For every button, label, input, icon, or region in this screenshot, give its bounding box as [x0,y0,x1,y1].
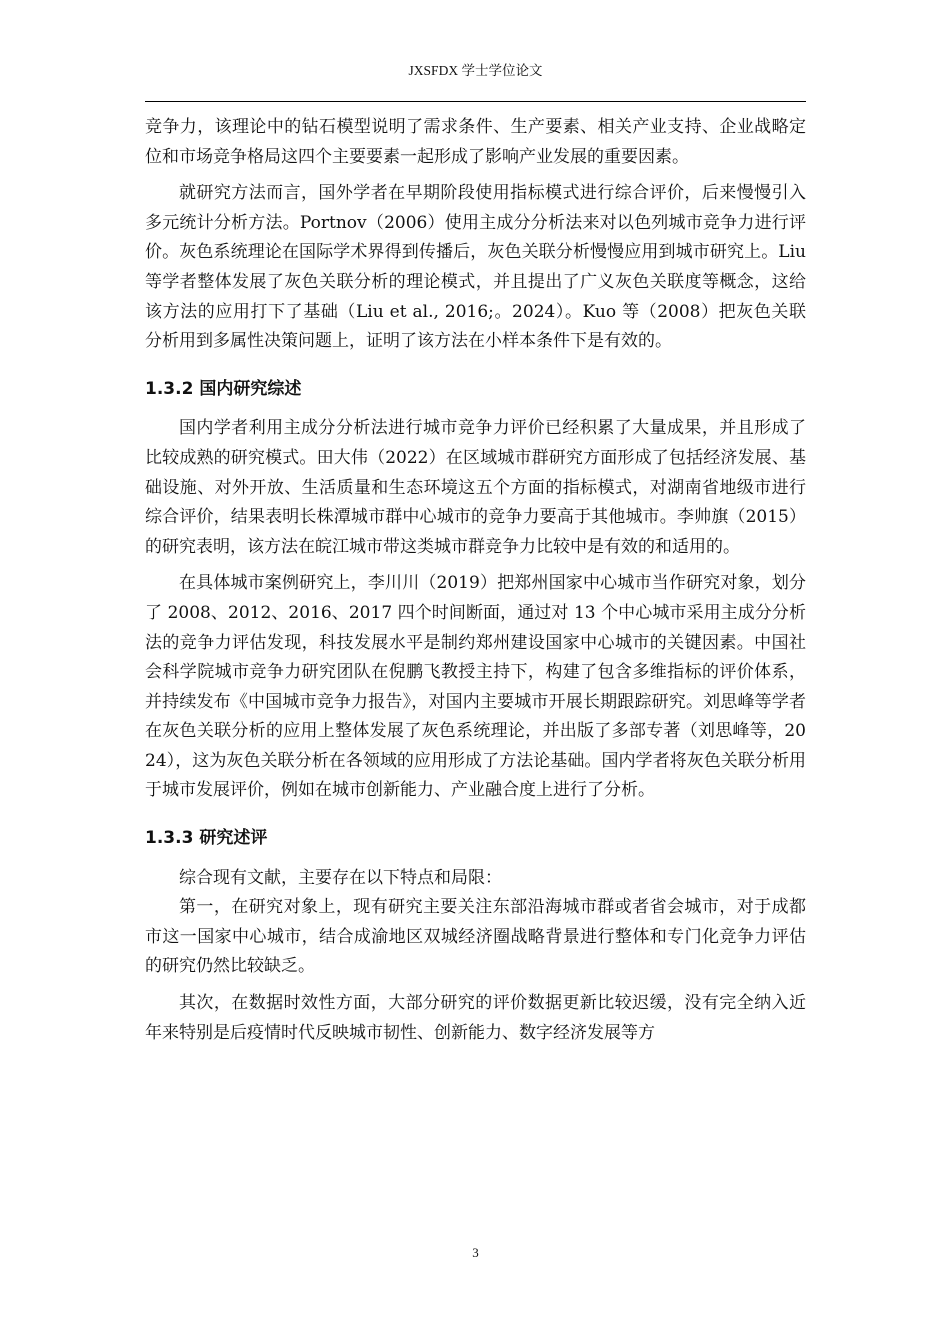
paragraph-review-second: 其次，在数据时效性方面，大部分研究的评价数据更新比较迟缓，没有完全纳入近年来特别是后疫情时代反映城市韧性、创新能力、数字经济发展等方 [145,993,806,1043]
page-body [145,113,806,1048]
paragraph-domestic-pca: 国内学者利用主成分分析法进行城市竞争力评价已经积累了大量成果，并且形成了比较成熟的研究模式。田大伟（2022）在区域城市群研究方面形成了包括经济发展、基础设施、对外开放、生活质量和生态环境这五个方面的指标模式，对湖南省地级市进行综合评价，结果表明长株潭城市群中心城市的竞争力要高于其他城市。李帅旗（2015）的研究表明，该方法在皖江城市带这类城市群竞争力比较中是有效的和适用的。 [145,418,806,557]
section-heading-1-3-3: 1.3.3 研究述评 [145,828,268,849]
paragraph-review-intro: 综合现有文献，主要存在以下特点和局限： [179,867,502,888]
paragraph-continuation: 竞争力，该理论中的钻石模型说明了需求条件、生产要素、相关产业支持、企业战略定位和市场竞争格局这四个主要要素一起形成了影响产业发展的重要因素。 [145,117,806,167]
header-rule [145,101,806,102]
paragraph-foreign-methods: 就研究方法而言，国外学者在早期阶段使用指标模式进行综合评价，后来慢慢引入多元统计分析方法。Portnov（2006）使用主成分分析法来对以色列城市竞争力进行评价。灰色系统理论在国际学术界得到传播后，灰色关联分析慢慢应用到城市研究上。Liu 等学者整体发展了灰色关联分析的理论模式，并且提出了广义灰色关联度等概念，这给该方法的应用打下了基础（Liu et al., 2016;。2024）。Kuo 等（2008）把灰色关联分析用到多属性决策问题上，证明了该方法在小样本条件下是有效的。 [145,183,806,352]
section-heading-1-3-2: 1.3.2 国内研究综述 [145,378,302,399]
page-number: 3 [472,1245,479,1260]
running-header: JXSFDX 学士学位论文 [408,63,543,78]
paragraph-domestic-cases: 在具体城市案例研究上，李川川（2019）把郑州国家中心城市当作研究对象，划分了 2008、2012、2016、2017 四个时间断面，通过对 13 个中心城市采用主成分分析法的竞争力评估发现，科技发展水平是制约郑州建设国家中心城市的关键因素。中国社会科学院城市竞争力研究团队在倪鹏飞教授主持下，构建了包含多维指标的评价体系，并持续发布《中国城市竞争力报告》，对国内主要城市开展长期跟踪研究。刘思峰等学者在灰色关联分析的应用上整体发展了灰色系统理论，并出版了多部专著（刘思峰等，2024），这为灰色关联分析在各领域的应用形成了方法论基础。国内学者将灰色关联分析用于城市发展评价，例如在城市创新能力、产业融合度上进行了分析。 [145,573,806,801]
paragraph-review-first: 第一，在研究对象上，现有研究主要关注东部沿海城市群或者省会城市，对于成都市这一国家中心城市，结合成渝地区双城经济圈战略背景进行整体和专门化竞争力评估的研究仍然比较缺乏。 [145,897,806,977]
